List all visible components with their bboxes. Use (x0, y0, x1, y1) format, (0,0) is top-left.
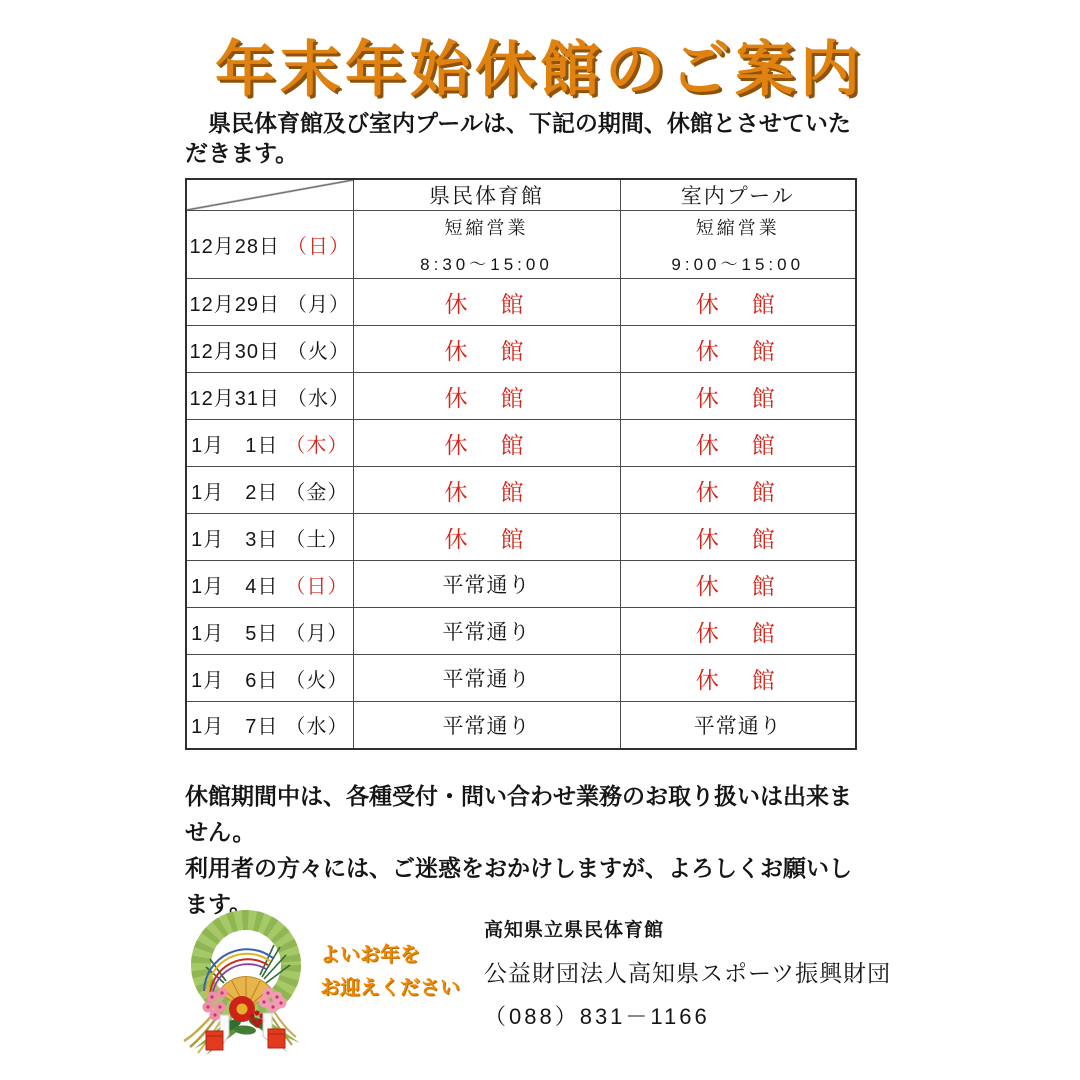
hours-label: 9:00～15:00 (671, 255, 805, 274)
date-cell (186, 655, 353, 702)
table-corner-diagonal-cell (186, 179, 353, 211)
date-cell (186, 373, 353, 420)
intro-text (185, 108, 870, 168)
schedule-row-dec29 (186, 279, 856, 326)
day-of-week-label: （木） (285, 434, 349, 457)
column-header-pool: 室内プール (620, 179, 856, 211)
gym-status-cell: 平常通り (353, 655, 620, 702)
day-of-week-label: （土） (285, 528, 349, 551)
schedule-row-jan5 (186, 608, 856, 655)
schedule-row-jan7 (186, 702, 856, 749)
greeting-line: よいお年を (320, 944, 420, 966)
pool-status-cell: 休 館 (620, 655, 856, 702)
day-of-week-label: （火） (287, 340, 350, 363)
pool-status-cell: 休 館 (620, 326, 856, 373)
page-title: 年末年始休館のご案内 (215, 36, 865, 103)
schedule-row-dec30 (186, 326, 856, 373)
day-of-week-label: （日） (287, 236, 350, 258)
date-label: 1月 3日 (191, 528, 279, 551)
pool-status-cell: 休 館 (620, 420, 856, 467)
gym-status-cell: 休 館 (353, 279, 620, 326)
date-label: 1月 6日 (191, 669, 279, 692)
date-label: 1月 4日 (191, 575, 279, 598)
schedule-row-jan2 (186, 467, 856, 514)
date-label: 1月 2日 (191, 481, 279, 504)
footer-section (0, 903, 1080, 1080)
date-label: 12月29日 (189, 293, 280, 316)
gym-status-cell: 休 館 (353, 326, 620, 373)
gym-status-cell: 休 館 (353, 373, 620, 420)
phone-number: （088）831－1166 (484, 1004, 710, 1029)
pool-status-cell: 休 館 (620, 561, 856, 608)
pool-status-cell (620, 211, 856, 279)
schedule-row-jan3 (186, 514, 856, 561)
gym-status-cell: 平常通り (353, 561, 620, 608)
notes-line: せん。 (185, 819, 256, 845)
schedule-row-jan4 (186, 561, 856, 608)
schedule-row-dec31 (186, 373, 856, 420)
date-cell (186, 420, 353, 467)
table-header-row (186, 179, 856, 211)
date-cell (186, 211, 353, 279)
hours-label: 8:30～15:00 (420, 255, 553, 274)
gym-status-cell: 休 館 (353, 514, 620, 561)
date-cell (186, 561, 353, 608)
gym-status-cell (353, 211, 620, 279)
schedule-row-dec28 (186, 211, 856, 279)
day-of-week-label: （月） (285, 622, 349, 645)
date-label: 1月 7日 (191, 716, 279, 739)
date-label: 12月28日 (189, 236, 280, 258)
day-of-week-label: （月） (287, 293, 350, 316)
date-cell (186, 608, 353, 655)
schedule-row-jan1 (186, 420, 856, 467)
date-label: 1月 1日 (191, 434, 279, 457)
greeting-line: お迎えください (320, 977, 460, 999)
gym-status-cell: 平常通り (353, 702, 620, 749)
day-of-week-label: （日） (285, 575, 349, 598)
date-cell (186, 702, 353, 749)
gym-status-cell: 休 館 (353, 420, 620, 467)
pool-status-cell: 休 館 (620, 514, 856, 561)
pool-status-cell: 休 館 (620, 279, 856, 326)
day-of-week-label: （火） (285, 669, 349, 692)
date-label: 1月 5日 (191, 622, 279, 645)
organization-name: 高知県立県民体育館 (484, 920, 665, 941)
column-header-gym: 県民体育館 (353, 179, 620, 211)
pool-status-cell: 休 館 (620, 373, 856, 420)
foundation-name: 公益財団法人高知県スポーツ振興財団 (484, 960, 892, 986)
new-year-greeting (320, 939, 460, 1005)
pool-status-cell: 休 館 (620, 608, 856, 655)
notes-line: 利用者の方々には、ご迷惑をおかけしますが、よろしくお願いし (185, 855, 852, 881)
contact-block (484, 915, 891, 1031)
intro-line: 県民体育館及び室内プールは、下記の期間、休館とさせていた (185, 110, 851, 136)
status-label: 短縮営業 (444, 218, 529, 238)
date-label: 12月31日 (189, 387, 280, 410)
intro-line: だきます。 (185, 140, 299, 166)
pool-status-cell: 休 館 (620, 467, 856, 514)
notes-text (185, 778, 885, 922)
date-cell (186, 467, 353, 514)
notes-line: 休館期間中は、各種受付・問い合わせ業務のお取り扱いは出来ま (185, 783, 852, 809)
day-of-week-label: （金） (285, 481, 349, 504)
day-of-week-label: （水） (287, 387, 350, 410)
date-cell (186, 279, 353, 326)
notes-line: ます。 (185, 891, 253, 917)
schedule-row-jan6 (186, 655, 856, 702)
date-cell (186, 326, 353, 373)
pool-status-cell: 平常通り (620, 702, 856, 749)
day-of-week-label: （水） (285, 716, 349, 739)
closure-schedule-table (185, 178, 857, 750)
date-label: 12月30日 (189, 340, 280, 363)
status-label: 短縮営業 (695, 218, 780, 238)
gym-status-cell: 休 館 (353, 467, 620, 514)
new-year-wreath-icon (176, 903, 316, 1063)
gym-status-cell: 平常通り (353, 608, 620, 655)
date-cell (186, 514, 353, 561)
